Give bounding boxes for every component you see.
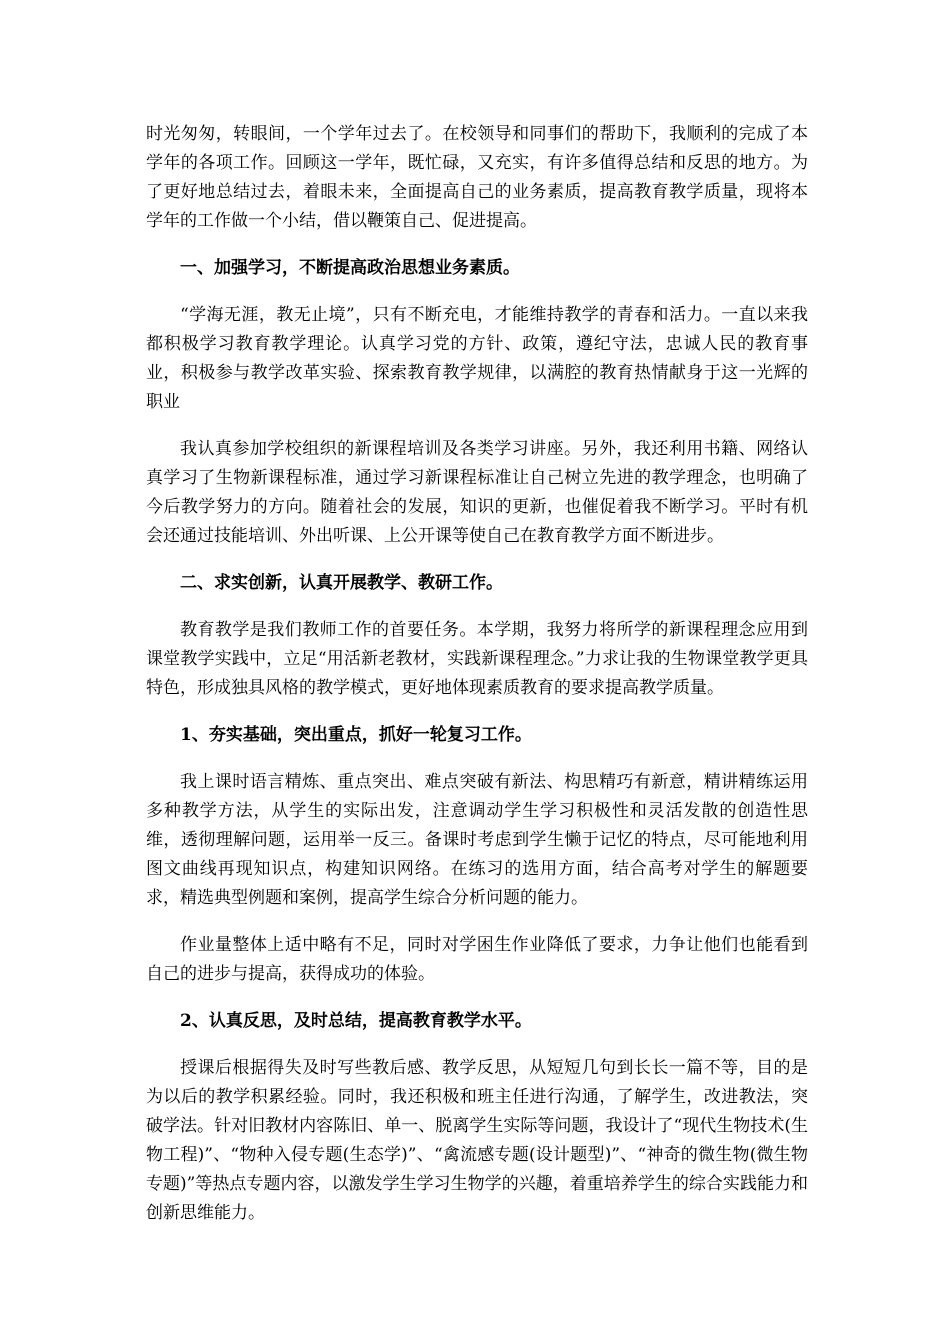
intro-paragraph: 时光匆匆，转眼间，一个学年过去了。在校领导和同事们的帮助下，我顺利的完成了本学年的各项工作。回顾这一学年，既忙碌，又充实，有许多值得总结和反思的地方。为了更好地总结过去，着眼未来，全面提高自己的业务素质，提高教育教学质量，现将本学年的工作做一个小结，借以鞭策自己、促进提高。 (146, 124, 808, 231)
document-body (146, 120, 808, 1246)
section-1-paragraph-1: “学海无涯，教无止境”，只有不断充电，才能维持教学的青春和活力。一直以来我都积极学习教育教学理论。认真学习党的方针、政策，遵纪守法，忠诚人民的教育事业，积极参与教学改革实验、探索教育教学规律，以满腔的教育热情献身于这一光辉的职业 (146, 305, 808, 412)
subsection-2-paragraph-1: 授课后根据得失及时写些教后感、教学反思，从短短几句到长长一篇不等，目的是为以后的教学积累经验。同时，我还积极和班主任进行沟通，了解学生，改进教法，突破学法。针对旧教材内容陈旧、单一、脱离学生实际等问题，我设计了“现代生物技术(生物工程)”、“物种入侵专题(生态学)”、“禽流感专题(设计题型)”、“神奇的微生物(微生物专题)”等热点专题内容，以激发学生学习生物学的兴趣，着重培养学生的综合实践能力和创新思维能力。 (146, 1058, 808, 1223)
section-heading-2: 二、求实创新，认真开展教学、教研工作。 (180, 573, 503, 593)
subsection-1-paragraph-1: 我上课时语言精炼、重点突出、难点突破有新法、构思精巧有新意，精讲精练运用多种教学方法，从学生的实际出发，注意调动学生学习积极性和灵活发散的创造性思维，透彻理解问题，运用举一反三。备课时考虑到学生懒于记忆的特点，尽可能地利用图文曲线再现知识点，构建知识网络。在练习的选用方面，结合高考对学生的解题要求，精选典型例题和案例，提高学生综合分析问题的能力。 (146, 772, 808, 908)
section-heading-1: 一、加强学习，不断提高政治思想业务素质。 (180, 258, 520, 278)
subsection-1-paragraph-2: 作业量整体上适中略有不足，同时对学困生作业降低了要求，力争让他们也能看到自己的进步与提高，获得成功的体验。 (146, 935, 808, 984)
section-1-paragraph-2: 我认真参加学校组织的新课程培训及各类学习讲座。另外，我还利用书籍、网络认真学习了生物新课程标准，通过学习新课程标准让自己树立先进的教学理念，也明确了今后教学努力的方向。随着社会的发展，知识的更新，也催促着我不断学习。平时有机会还通过技能培训、外出听课、上公开课等使自己在教育教学方面不断进步。 (146, 439, 808, 546)
subsection-heading-1: 1、夯实基础，突出重点，抓好一轮复习工作。 (180, 725, 532, 745)
subsection-heading-2: 2、认真反思，及时总结，提高教育教学水平。 (180, 1011, 532, 1031)
section-2-paragraph-1: 教育教学是我们教师工作的首要任务。本学期，我努力将所学的新课程理念应用到课堂教学实践中，立足“用活新老教材，实践新课程理念。”力求让我的生物课堂教学更具特色，形成独具风格的教学模式，更好地体现素质教育的要求提高教学质量。 (146, 620, 808, 698)
